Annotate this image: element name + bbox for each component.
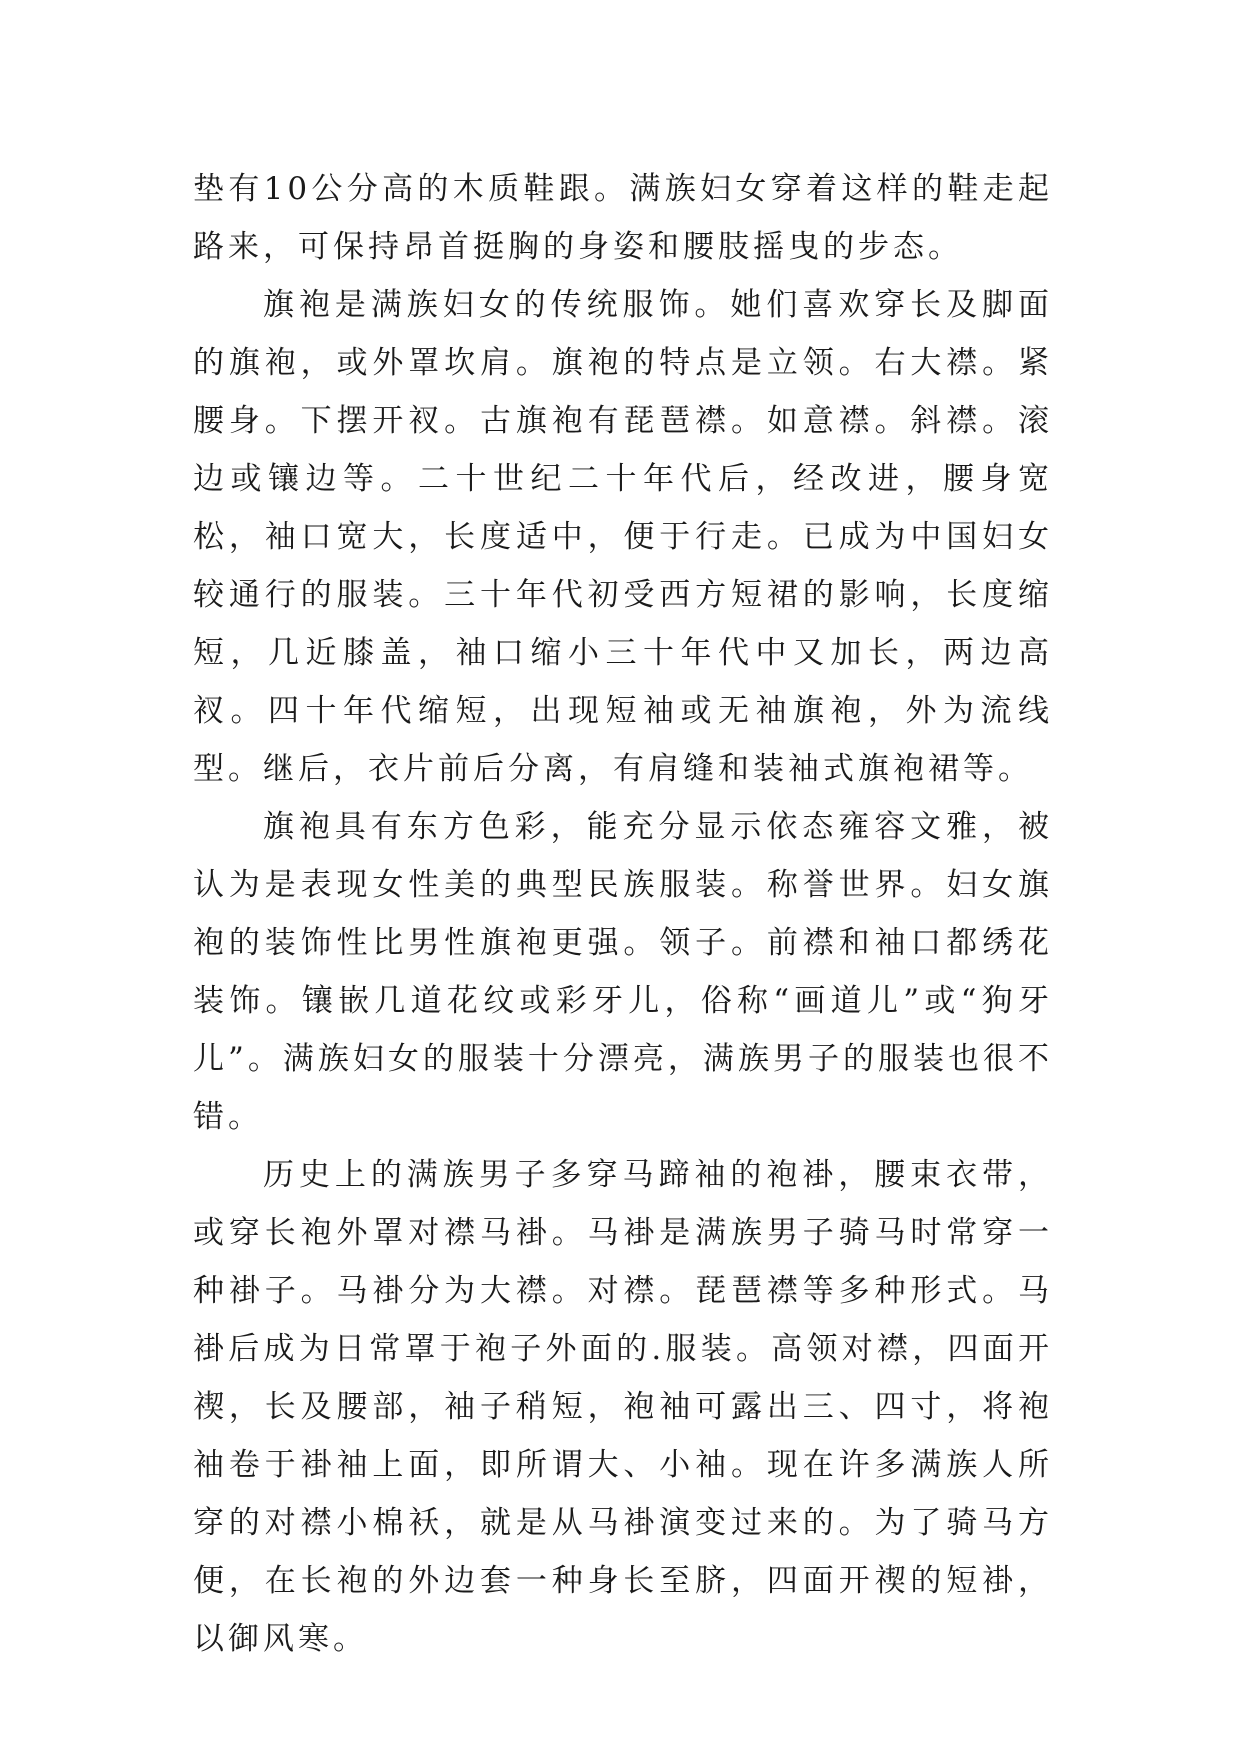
paragraph-2: 旗袍是满族妇女的传统服饰。她们喜欢穿长及脚面的旗袍，或外罩坎肩。旗袍的特点是立领。右大襟。紧腰身。下摆开衩。古旗袍有琵琶襟。如意襟。斜襟。滚边或镶边等。二十世纪二十年代后，经改进，腰身宽松，袖口宽大，长度适中，便于行走。已成为中国妇女较通行的服装。三十年代初受西方短裙的影响，长度缩短，几近膝盖，袖口缩小三十年代中又加长，两边高衩。四十年代缩短，出现短袖或无袖旗袍，外为流线型。继后，衣片前后分离，有肩缝和装袖式旗袍裙等。 <box>193 287 1053 787</box>
body-text <box>193 160 1053 1668</box>
paragraph-3: 旗袍具有东方色彩，能充分显示依态雍容文雅，被认为是表现女性美的典型民族服装。称誉世界。妇女旗袍的装饰性比男性旗袍更强。领子。前襟和袖口都绣花装饰。镶嵌几道花纹或彩牙儿，俗称“画道儿”或“狗牙儿”。满族妇女的服装十分漂亮，满族男子的服装也很不错。 <box>193 809 1053 1135</box>
paragraph-4: 历史上的满族男子多穿马蹄袖的袍褂，腰束衣带，或穿长袍外罩对襟马褂。马褂是满族男子骑马时常穿一种褂子。马褂分为大襟。对襟。琵琶襟等多种形式。马褂后成为日常罩于袍子外面的.服装。高领对襟，四面开禊，长及腰部，袖子稍短，袍袖可露出三、四寸，将袍袖卷于褂袖上面，即所谓大、小袖。现在许多满族人所穿的对襟小棉袄，就是从马褂演变过来的。为了骑马方便，在长袍的外边套一种身长至脐，四面开禊的短褂，以御风寒。 <box>193 1157 1053 1657</box>
paragraph-1: 垫有10公分高的木质鞋跟。满族妇女穿着这样的鞋走起路来，可保持昂首挺胸的身姿和腰肢摇曳的步态。 <box>193 171 1053 265</box>
